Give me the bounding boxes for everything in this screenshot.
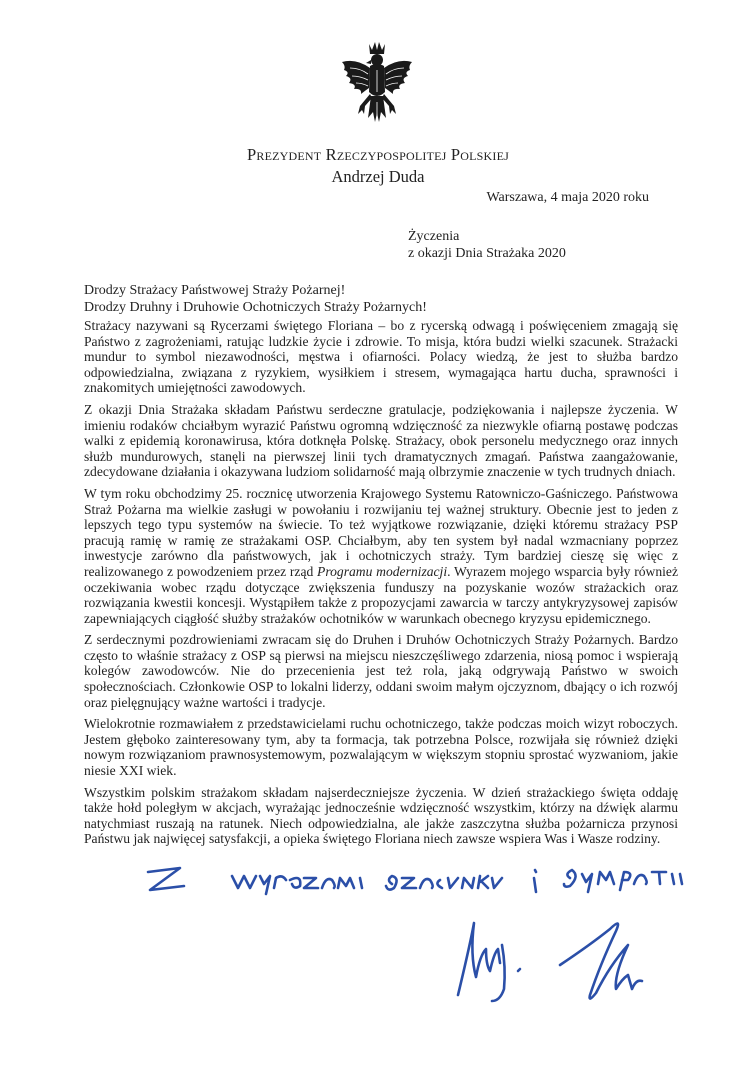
paragraph-5: Wielokrotnie rozmawiałem z przedstawicielami ruchu ochotniczego, także podczas moich wizyt roboczych. Jestem głęboko zainteresowany tym, aby ta formacja, tak potrzebna Polsce, rozwijała się również dzięki nowym rozwiązaniom prawnosystemowym, pozwalającym w większym stopniu sprostać wyzwaniom, jakie niesie XXI wiek. [84,716,678,779]
occasion-block [408,228,566,262]
letter-body [84,318,678,853]
paragraph-3-text-a: W tym roku obchodzimy 25. rocznicę utworzenia Krajowego Systemu Ratowniczo-Gaśniczego. Państwowa Straż Pożarna ma wielkie zasługi w powołaniu i rozwijaniu tej ważnej struktury. Obecnie jest to jeden z lepszych tego typu systemów na świecie. To też wyjątkowe rozwiązanie, dzięki któremu strażacy PSP pracują ramię w ramię ze strażakami OSP. Chciałbym, aby ten system był nadal wzmacniany poprzez inwestycje zarówno dla państwowych, jak i ochotniczych straży. Tym bardziej cieszę się więc z realizowanego z powodzeniem przez rząd [84,485,678,579]
program-name-emphasis: Programu modernizacji [317,563,448,579]
office-title: Prezydent Rzeczypospolitej Polskiej [247,145,509,164]
paragraph-6: Wszystkim polskim strażakom składam najserdeczniejsze życzenia. W dzień strażackiego święta oddaję także hołd poległym w akcjach, wyrażając jednocześnie wdzięczność wszystkim, którzy na dźwięk alarmu natychmiast ruszają na ratunek. Niech odpowiedzialna, ale jakże zaszczytna służba pożarnicza przynosi Państwu jak najwięcej satysfakcji, a opieka świętego Floriana niech zawsze wspiera Was i Wasze rodziny. [84,784,678,847]
occasion-line-1: Życzenia [408,229,460,244]
place-and-date: Warszawa, 4 maja 2020 roku [486,190,649,205]
paragraph-1: Strażacy nazywani są Rycerzami świętego Floriana – bo z rycerską odwagą i poświęceniem zmagają się Państwo z zagrożeniami, ratując ludzkie życie i zdrowie. To misja, która budzi wielki szacunek. Strażacki mundur to symbol niezawodności, męstwa i ofiarności. Polacy wiedzą, że jest to służba bardzo odpowiedzialna, związana z ryzykiem, wysiłkiem i stresem, wymagająca hartu ducha, sprawności i znakomitych umiejętności zawodowych. [84,318,678,396]
handwritten-signature [440,905,680,1015]
signatory-name: Andrzej Duda [331,167,425,186]
paragraph-4: Z serdecznymi pozdrowieniami zwracam się do Druhen i Druhów Ochotniczych Straży Pożarnych. Bardzo często to właśnie strażacy z OSP są pierwsi na miejscu nieszczęśliwego zdarzenia, niosą pomoc i wspierają kolegów zawodowców. Nie do przecenienia jest też rola, jaką odgrywają Państwo w swoich społecznościach. Członkowie OSP to lokalni liderzy, oddani swoim małym ojczyznom, dbający o ich rozwój oraz pielęgnujący ważne wartości i tradycje. [84,632,678,710]
paragraph-3-text-b: . Wyrazem mojego wsparcia były również oczekiwania wobec rządu dotyczące zwiększenia funduszy na pozyskanie wozów strażackich oraz rozwiązania kwestii koncesji. Wystąpiłem także z propozycjami zawarcia w tarczy antykryzysowej zapisów zapewniających ciągłość służby strażaków ochotników w warunkach obecnego kryzysu epidemicznego. [84,563,678,626]
salutation-line-2: Drodzy Druhny i Druhowie Ochotniczych Straży Pożarnych! [84,299,427,315]
white-eagle-emblem [338,40,416,134]
occasion-line-2: z okazji Dnia Strażaka 2020 [408,246,566,261]
salutation-line-1: Drodzy Strażacy Państwowej Straży Pożarnej! [84,283,346,298]
salutation [84,283,427,316]
paragraph-2: Z okazji Dnia Strażaka składam Państwu serdeczne gratulacje, podziękowania i najlepsze życzenia. W imieniu rodaków chciałbym wyrazić Państwu ogromną wdzięczność za niezwykle ofiarną postawę podczas walki z epidemią koronawirusa, która dotknęła Polskę. Strażacy, obok personelu medycznego oraz innych służb mundurowych, stanęli na pierwszej linii tych dramatycznych zmagań. Państwa zaangażowanie, zdecydowane działania i okazywana ludziom solidarność mają olbrzymie znaczenie w tych trudnych dniach. [84,401,678,480]
handwritten-closing [140,850,700,910]
paragraph-3 [84,486,678,626]
